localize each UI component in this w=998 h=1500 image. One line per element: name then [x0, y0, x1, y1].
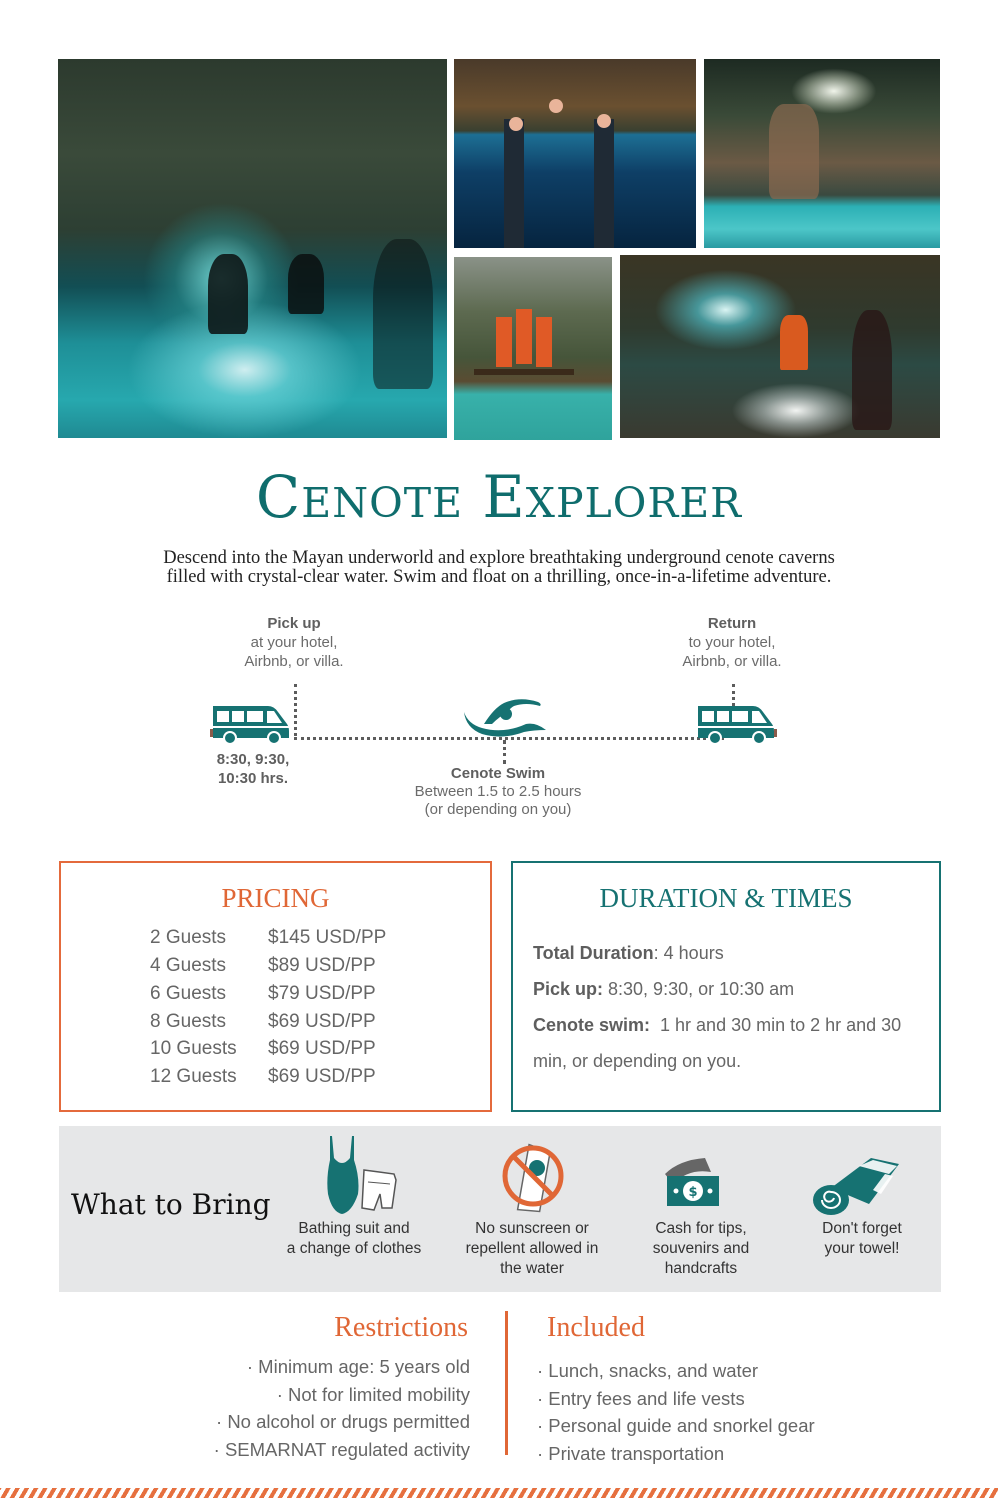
price-value: $89 USD/PP — [268, 955, 376, 976]
cash-icon — [659, 1154, 729, 1214]
bring-item-line: Don't forget — [822, 1220, 902, 1237]
photo-group-platform — [454, 257, 612, 440]
price-row — [150, 927, 386, 955]
price-value: $69 USD/PP — [268, 1038, 376, 1059]
intro-text — [90, 549, 908, 587]
bring-item-line: Cash for tips, — [655, 1220, 747, 1237]
silhouette — [852, 310, 892, 430]
bring-item-towel — [782, 1219, 942, 1259]
price-guests: 2 Guests — [150, 927, 227, 948]
pickup-value: 8:30, 9:30, or 10:30 am — [603, 979, 795, 999]
wooden-platform — [474, 369, 574, 375]
hanging-roots — [769, 104, 819, 199]
bring-item-line: a change of clothes — [286, 1240, 422, 1257]
swim-line-1: Between 1.5 to 2.5 hours — [414, 783, 582, 800]
life-vest — [536, 317, 552, 367]
restriction-item: · No alcohol or drugs permitted — [216, 1411, 470, 1433]
included-list — [537, 1357, 815, 1468]
pickup-label: Pick up: — [533, 979, 604, 999]
van-icon — [695, 702, 777, 748]
restrictions-title: Restrictions — [334, 1312, 468, 1343]
price-value: $145 USD/PP — [268, 927, 387, 948]
swim-label: Cenote swim: — [533, 1015, 651, 1035]
swim-heading: Cenote Swim — [450, 765, 546, 782]
total-duration — [533, 935, 929, 971]
return-label — [652, 614, 812, 671]
swim-label — [378, 765, 618, 819]
swim-line-2: (or depending on you) — [424, 801, 572, 818]
life-vest — [516, 309, 532, 364]
duration-box — [511, 861, 941, 1112]
bring-item-cash — [621, 1219, 781, 1279]
pricing-title: PRICING — [221, 883, 330, 913]
restriction-item: · Minimum age: 5 years old — [246, 1356, 470, 1377]
ladder-rail — [594, 119, 614, 248]
return-heading: Return — [707, 615, 757, 632]
swimmer-icon — [460, 694, 550, 740]
intro-line-1: Descend into the Mayan underworld and explore breathtaking underground cenote caverns — [163, 548, 835, 568]
restrictions-list — [214, 1353, 470, 1464]
photo-open-cenote — [704, 59, 940, 248]
swim-duration — [533, 1007, 929, 1043]
price-value: $79 USD/PP — [268, 983, 376, 1004]
total-duration-label: Total Duration — [533, 943, 654, 963]
swimmer-head — [509, 117, 523, 131]
bring-item-no-sunscreen — [452, 1219, 612, 1279]
included-item: · Personal guide and snorkel gear — [537, 1415, 815, 1437]
photo-cave-guide — [620, 255, 940, 438]
swimmer-head — [549, 99, 563, 113]
price-row — [150, 1066, 376, 1094]
van-icon — [210, 702, 292, 748]
silhouette — [208, 254, 248, 334]
life-vest — [496, 317, 512, 367]
price-guests: 4 Guests — [150, 955, 227, 976]
photo-cave-tunnel — [58, 59, 447, 438]
return-line-2: Airbnb, or villa. — [682, 653, 782, 670]
swimsuit-icon — [324, 1134, 404, 1218]
guide-shirt — [780, 315, 808, 370]
price-guests: 6 Guests — [150, 983, 227, 1004]
pickup-heading: Pick up — [267, 615, 321, 632]
pickup-line-2: Airbnb, or villa. — [244, 653, 344, 670]
duration-title: DURATION & TIMES — [599, 883, 853, 913]
included-item: · Entry fees and life vests — [537, 1387, 745, 1409]
price-row — [150, 1038, 376, 1066]
price-row — [150, 1011, 376, 1039]
pickup-times-detail — [533, 971, 929, 1007]
bring-item-line: Bathing suit and — [298, 1220, 410, 1237]
silhouette — [373, 239, 433, 389]
swim-duration-cont: min, or depending on you. — [533, 1051, 742, 1071]
included-title: Included — [547, 1312, 645, 1343]
hatched-border — [0, 1488, 998, 1498]
price-guests: 10 Guests — [150, 1038, 237, 1059]
included-item: · Private transportation — [537, 1443, 725, 1465]
what-to-bring-band — [59, 1126, 941, 1292]
intro-line-2: filled with crystal-clear water. Swim and float on a thrilling, once-in-a-lifetime adventure. — [166, 567, 832, 587]
silhouette — [288, 254, 324, 314]
pickup-connector — [294, 684, 297, 736]
included-item: · Lunch, snacks, and water — [537, 1360, 759, 1381]
bring-item-line: handcrafts — [664, 1260, 738, 1277]
page-title: Cenote Explorer — [255, 463, 743, 531]
bring-item-line: souvenirs and — [652, 1240, 750, 1257]
bring-item-line: No sunscreen or — [475, 1220, 589, 1237]
swimmer-head — [597, 114, 611, 128]
price-guests: 8 Guests — [150, 1011, 227, 1032]
price-guests: 12 Guests — [150, 1066, 237, 1087]
bring-item-line: your towel! — [824, 1240, 900, 1257]
price-row — [150, 983, 376, 1011]
pickup-times-line-2: 10:30 hrs. — [217, 770, 289, 787]
pickup-label — [214, 614, 374, 671]
restriction-item: · Not for limited mobility — [276, 1383, 470, 1405]
what-to-bring-title: What to Bring — [71, 1188, 271, 1221]
photo-ladder-swimmers — [454, 59, 696, 248]
ladder-rail — [504, 119, 524, 248]
bring-item-line: the water — [500, 1260, 564, 1277]
bring-item-line: repellent allowed in — [465, 1240, 599, 1257]
pricing-box — [59, 861, 492, 1112]
svg-text:$: $ — [688, 1185, 698, 1200]
swim-value: 1 hr and 30 min to 2 hr and 30 — [650, 1015, 902, 1035]
price-row — [150, 955, 376, 983]
section-divider — [505, 1311, 508, 1455]
swim-connector — [503, 740, 506, 764]
pickup-times-line-1: 8:30, 9:30, — [216, 751, 290, 768]
return-line-1: to your hotel, — [688, 634, 776, 651]
towel-icon — [811, 1154, 901, 1218]
bring-item-swimsuit — [274, 1219, 434, 1259]
total-duration-value: : 4 hours — [653, 943, 724, 963]
price-value: $69 USD/PP — [268, 1011, 376, 1032]
pickup-times — [198, 750, 308, 788]
pickup-line-1: at your hotel, — [250, 634, 338, 651]
no-sunscreen-icon — [499, 1140, 569, 1216]
restriction-item: · SEMARNAT regulated activity — [213, 1439, 470, 1461]
price-value: $69 USD/PP — [268, 1066, 376, 1087]
